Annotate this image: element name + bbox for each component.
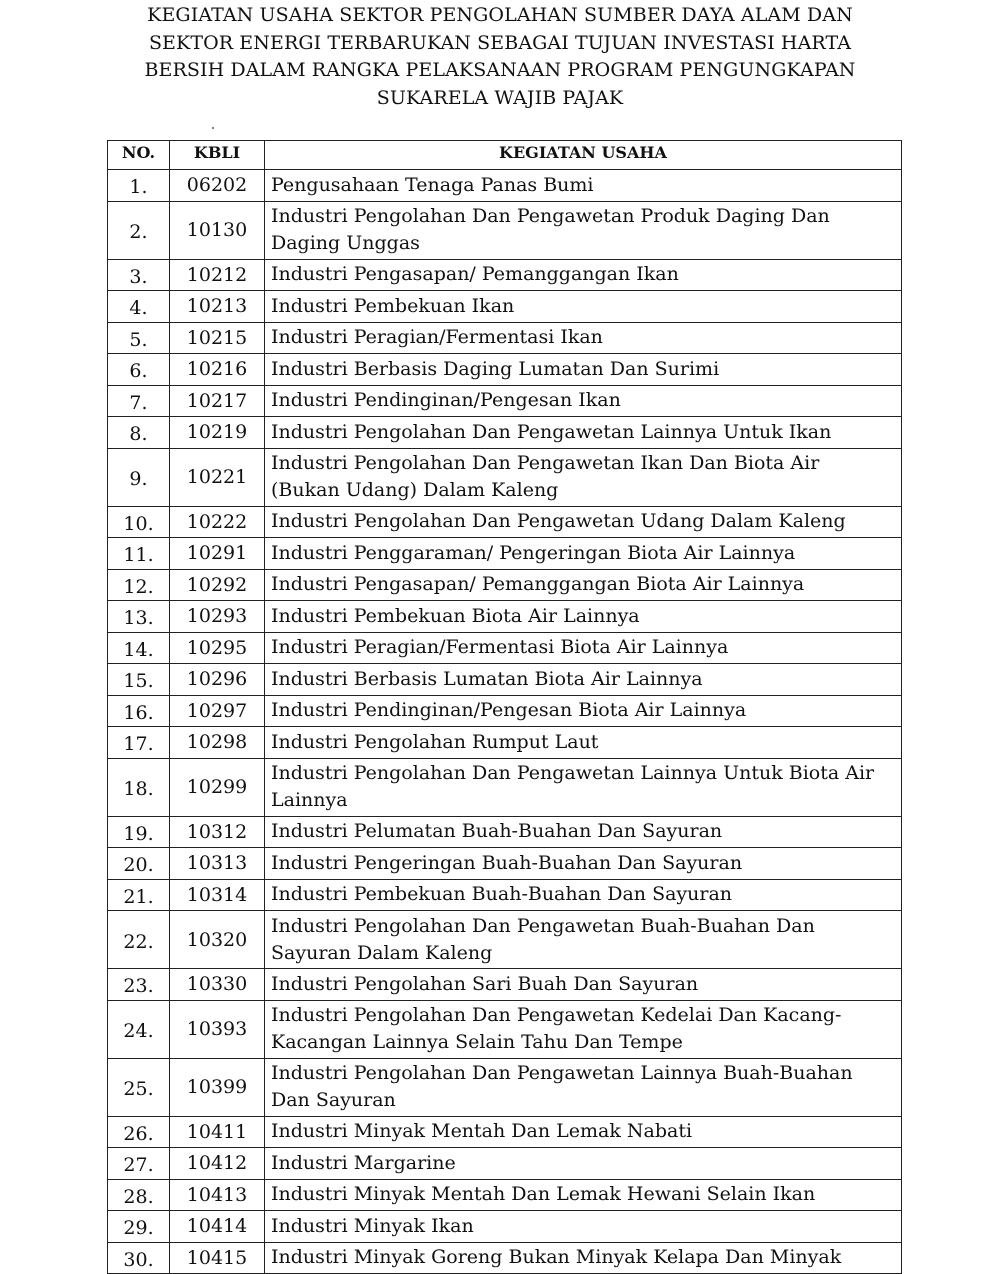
kegiatan-line: Industri Berbasis Lumatan Biota Air Lainnya [271,667,703,690]
kegiatan-line: (Bukan Udang) Dalam Kaleng [271,479,559,501]
kbli-code: 10222 [170,506,265,538]
kegiatan-line: Industri Pengolahan Rumput Laut [271,730,599,753]
kegiatan-usaha [265,969,902,1001]
kbli-code: 10320 [170,911,265,969]
kegiatan-line: Industri Peragian/Fermentasi Biota Air Lainnya [271,636,729,659]
kegiatan-line: Industri Penggaraman/ Pengeringan Biota Air Lainnya [271,541,796,564]
table-row [108,448,902,506]
kbli-code: 10221 [170,448,265,506]
kbli-code: 10314 [170,879,265,911]
table-row [108,879,902,911]
kegiatan-usaha [265,848,902,880]
row-number: 6. [108,354,170,386]
document-title [110,2,890,112]
kbli-code: 10298 [170,727,265,759]
kegiatan-usaha [265,727,902,759]
kegiatan-usaha [265,816,902,848]
kegiatan-line: Industri Pengolahan Sari Buah Dan Sayuran [271,972,699,995]
kegiatan-line: Lainnya [271,789,348,811]
table-row [108,506,902,538]
kegiatan-usaha [265,758,902,816]
row-number: 29. [108,1211,170,1243]
kegiatan-usaha [265,417,902,449]
kegiatan-usaha [265,170,902,202]
kegiatan-line: Industri Peragian/Fermentasi Ikan [271,326,603,349]
kegiatan-usaha [265,569,902,601]
kegiatan-line: Industri Pengolahan Dan Pengawetan Lainnya Untuk Ikan [271,420,832,443]
header-kbli: KBLI [170,141,265,170]
kegiatan-usaha [265,322,902,354]
kegiatan-usaha [265,911,902,969]
kbli-code: 10215 [170,322,265,354]
table-row [108,569,902,601]
kbli-code: 10293 [170,601,265,633]
kbli-code: 10216 [170,354,265,386]
kbli-code: 10412 [170,1148,265,1180]
kegiatan-usaha [265,664,902,696]
table-row [108,201,902,259]
table-row [108,322,902,354]
kegiatan-line: Industri Pengeringan Buah-Buahan Dan Sayuran [271,851,743,874]
kegiatan-usaha [265,506,902,538]
kbli-code: 10413 [170,1179,265,1211]
kegiatan-line: Industri Pengolahan Dan Pengawetan Lainnya Buah-Buahan [271,1062,853,1084]
row-number: 16. [108,695,170,727]
kbli-table [107,140,902,1274]
kegiatan-usaha [265,291,902,323]
row-number: 28. [108,1179,170,1211]
table-row [108,1058,902,1116]
kegiatan-line: Dan Sayuran [271,1089,396,1111]
kbli-code: 10312 [170,816,265,848]
kegiatan-usaha [265,1116,902,1148]
row-number: 8. [108,417,170,449]
row-number: 7. [108,385,170,417]
kegiatan-line: Industri Pelumatan Buah-Buahan Dan Sayuran [271,820,723,843]
kbli-code: 06202 [170,170,265,202]
row-number: 2. [108,201,170,259]
row-number: 26. [108,1116,170,1148]
kbli-code: 10212 [170,259,265,291]
kbli-code: 10330 [170,969,265,1001]
kbli-code: 10299 [170,758,265,816]
table-row [108,1179,902,1211]
table-row [108,816,902,848]
title-line: SUKARELA WAJIB PAJAK [376,86,624,109]
kegiatan-line: Kacangan Lainnya Selain Tahu Dan Tempe [271,1031,683,1053]
row-number: 22. [108,911,170,969]
kbli-code: 10393 [170,1000,265,1058]
row-number: 24. [108,1000,170,1058]
table-row [108,758,902,816]
kbli-code: 10219 [170,417,265,449]
kegiatan-line: Industri Pendinginan/Pengesan Biota Air Lainnya [271,699,747,722]
row-number: 12. [108,569,170,601]
table-row [108,1148,902,1180]
row-number: 17. [108,727,170,759]
row-number: 18. [108,758,170,816]
table-row [108,601,902,633]
kegiatan-line: Pengusahaan Tenaga Panas Bumi [271,173,594,196]
row-number: 27. [108,1148,170,1180]
table-row [108,969,902,1001]
kegiatan-usaha [265,448,902,506]
kegiatan-line: Industri Pengolahan Dan Pengawetan Lainnya Untuk Biota Air [271,762,875,784]
table-row [108,259,902,291]
table-row [108,538,902,570]
kegiatan-line: Industri Pembekuan Biota Air Lainnya [271,604,640,627]
row-number: 4. [108,291,170,323]
kegiatan-line: Industri Pengolahan Dan Pengawetan Produk Daging Dan [271,205,830,227]
table-row [108,848,902,880]
scan-speck [212,127,214,129]
kegiatan-usaha [265,632,902,664]
kegiatan-usaha [265,1058,902,1116]
kegiatan-usaha [265,1148,902,1180]
kegiatan-line: Industri Pengolahan Dan Pengawetan Ikan Dan Biota Air [271,452,820,474]
table-row [108,1116,902,1148]
row-number: 9. [108,448,170,506]
kegiatan-line: Daging Unggas [271,232,420,254]
kegiatan-usaha [265,1242,902,1274]
kbli-code: 10213 [170,291,265,323]
kegiatan-usaha [265,259,902,291]
table-row [108,1000,902,1058]
kegiatan-usaha [265,695,902,727]
table-row [108,1242,902,1274]
kbli-code: 10296 [170,664,265,696]
kbli-code: 10411 [170,1116,265,1148]
kegiatan-line: Industri Pembekuan Ikan [271,294,515,317]
row-number: 3. [108,259,170,291]
kegiatan-line: Sayuran Dalam Kaleng [271,941,493,964]
kegiatan-usaha [265,1211,902,1243]
kegiatan-line: Industri Pengasapan/ Pemanggangan Ikan [271,263,679,286]
row-number: 25. [108,1058,170,1116]
row-number: 1. [108,170,170,202]
table-row [108,417,902,449]
table-header-row [108,141,902,170]
row-number: 19. [108,816,170,848]
kegiatan-line: Industri Pengolahan Dan Pengawetan Kedelai Dan Kacang- [271,1004,842,1026]
kegiatan-line: Industri Minyak Mentah Dan Lemak Nabati [271,1120,693,1143]
kbli-code: 10291 [170,538,265,570]
row-number: 20. [108,848,170,880]
header-no: NO. [108,141,170,170]
table-row [108,727,902,759]
row-number: 5. [108,322,170,354]
row-number: 30. [108,1242,170,1274]
kegiatan-line: Industri Pengasapan/ Pemanggangan Biota Air Lainnya [271,573,805,596]
row-number: 23. [108,969,170,1001]
table-row [108,291,902,323]
kbli-code: 10297 [170,695,265,727]
row-number: 21. [108,879,170,911]
kegiatan-usaha [265,385,902,417]
table-row [108,632,902,664]
title-line: BERSIH DALAM RANGKA PELAKSANAAN PROGRAM PENGUNGKAPAN [144,59,856,81]
kegiatan-usaha [265,1179,902,1211]
kegiatan-line: Industri Pembekuan Buah-Buahan Dan Sayuran [271,883,733,906]
kegiatan-line: Industri Minyak Mentah Dan Lemak Hewani Selain Ikan [271,1183,816,1206]
title-line: KEGIATAN USAHA SEKTOR PENGOLAHAN SUMBER DAYA ALAM DAN [147,4,853,26]
header-kegiatan-usaha: KEGIATAN USAHA [265,141,902,170]
row-number: 13. [108,601,170,633]
table-row [108,695,902,727]
kegiatan-usaha [265,601,902,633]
kbli-code: 10399 [170,1058,265,1116]
row-number: 10. [108,506,170,538]
row-number: 11. [108,538,170,570]
kbli-code: 10415 [170,1242,265,1274]
kegiatan-usaha [265,538,902,570]
kegiatan-line: Industri Margarine [271,1151,456,1174]
kbli-code: 10414 [170,1211,265,1243]
table-row [108,911,902,969]
kegiatan-usaha [265,1000,902,1058]
kegiatan-usaha [265,201,902,259]
kegiatan-usaha [265,354,902,386]
kbli-code: 10217 [170,385,265,417]
kbli-code: 10313 [170,848,265,880]
table-body [108,170,902,1274]
kegiatan-line: Industri Minyak Goreng Bukan Minyak Kelapa Dan Minyak [271,1246,842,1269]
row-number: 15. [108,664,170,696]
kegiatan-line: Industri Pengolahan Dan Pengawetan Udang Dalam Kaleng [271,510,846,533]
kbli-code: 10292 [170,569,265,601]
kbli-code: 10130 [170,201,265,259]
table-row [108,354,902,386]
kegiatan-usaha [265,879,902,911]
table-row [108,170,902,202]
table-row [108,664,902,696]
kegiatan-line: Industri Minyak Ikan [271,1214,474,1237]
title-line: SEKTOR ENERGI TERBARUKAN SEBAGAI TUJUAN INVESTASI HARTA [148,31,852,54]
row-number: 14. [108,632,170,664]
table-row [108,385,902,417]
kegiatan-line: Industri Berbasis Daging Lumatan Dan Surimi [271,357,720,380]
kegiatan-line: Industri Pengolahan Dan Pengawetan Buah-Buahan Dan [271,914,815,937]
kbli-code: 10295 [170,632,265,664]
kegiatan-line: Industri Pendinginan/Pengesan Ikan [271,389,621,412]
table-row [108,1211,902,1243]
